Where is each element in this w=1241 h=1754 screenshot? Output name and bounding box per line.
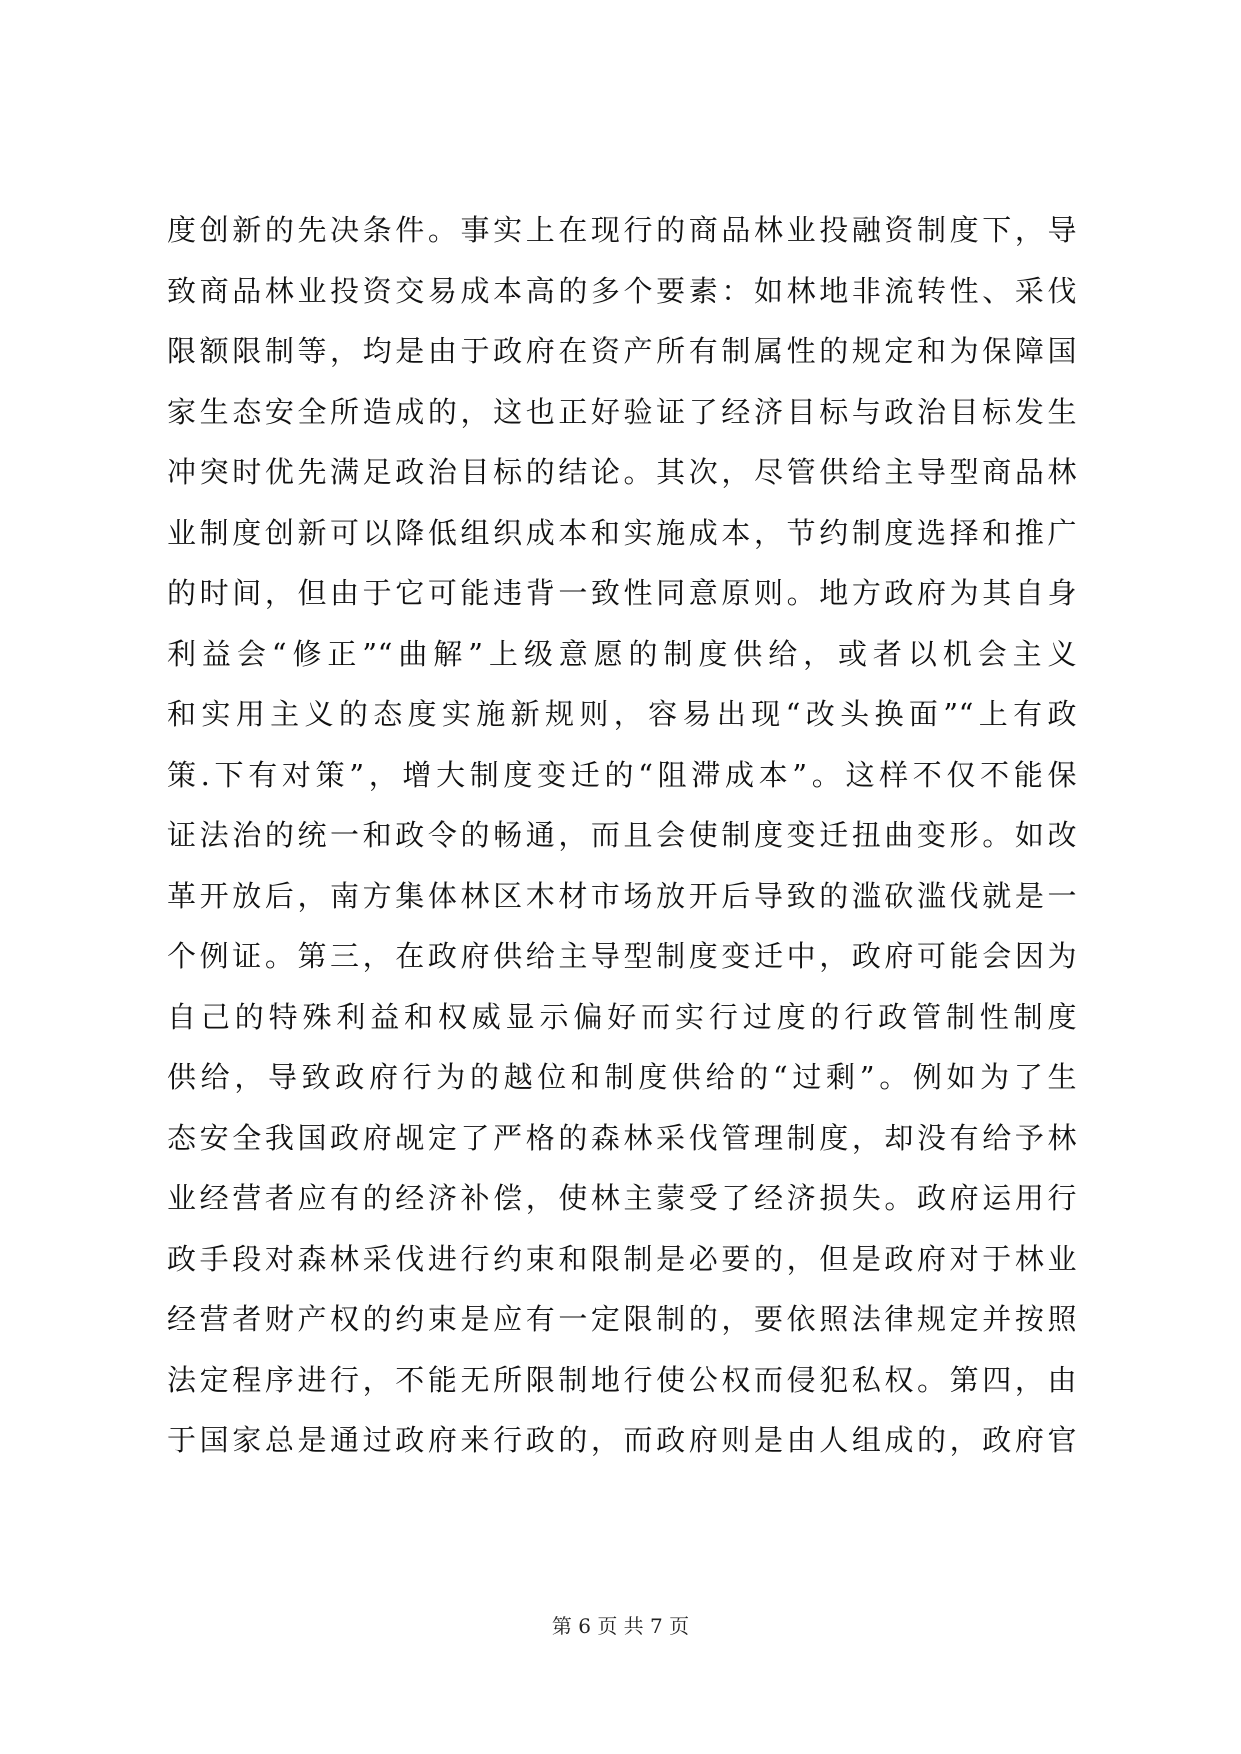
text-line: 家生态安全所造成的，这也正好验证了经济目标与政治目标发生 <box>167 394 1077 429</box>
text-line: 供给，导致政府行为的越位和制度供给的“过剩”。例如为了生 <box>167 1060 1077 1094</box>
text-line: 度创新的先决条件。事实上在现行的商品林业投融资制度下，导 <box>167 213 1077 247</box>
text-line: 限额限制等，均是由于政府在资产所有制属性的规定和为保障国 <box>167 334 1077 368</box>
text-line: 法定程序进行，不能无所限制地行使公权而侵犯私权。第四，由 <box>167 1362 1077 1397</box>
text-line: 经营者财产权的约束是应有一定限制的，要依照法律规定并按照 <box>167 1302 1077 1336</box>
body-text <box>167 200 1077 1471</box>
text-line: 致商品林业投资交易成本高的多个要素：如林地非流转性、采伐 <box>167 273 1077 308</box>
text-line: 利益会“修正”“曲解”上级意愿的制度供给，或者以机会主义 <box>167 636 1077 671</box>
text-line: 业经营者应有的经济补偿，使林主蒙受了经济损失。政府运用行 <box>167 1181 1077 1215</box>
text-line: 的时间，但由于它可能违背一致性同意原则。地方政府为其自身 <box>167 576 1077 610</box>
text-line: 自己的特殊利益和权威显示偏好而实行过度的行政管制性制度 <box>167 999 1077 1034</box>
text-line: 态安全我国政府觇定了严格的森林采伐管理制度，却没有给予林 <box>167 1120 1077 1155</box>
text-line: 证法治的统一和政令的畅通，而且会使制度变迁扭曲变形。如改 <box>167 818 1077 852</box>
text-line: 和实用主义的态度实施新规则，容易出现“改头换面”“上有政 <box>167 697 1077 731</box>
text-line: 革开放后，南方集体林区木材市场放开后导致的滥砍滥伐就是一 <box>167 878 1077 913</box>
text-line: 策.下有对策”，增大制度变迁的“阻滞成本”。这样不仅不能保 <box>167 757 1077 792</box>
text-line: 政手段对森林采伐进行约束和限制是必要的，但是政府对于林业 <box>167 1241 1077 1276</box>
page-number-footer: 第 6 页 共 7 页 <box>551 1614 690 1638</box>
text-line: 个例证。第三，在政府供给主导型制度变迁中，政府可能会因为 <box>167 939 1077 973</box>
text-line: 冲突时优先满足政治目标的结论。其次，尽管供给主导型商品林 <box>167 455 1077 489</box>
text-line: 于国家总是通过政府来行政的，而政府则是由人组成的，政府官 <box>167 1423 1077 1457</box>
text-line: 业制度创新可以降低组织成本和实施成本，节约制度选择和推广 <box>167 515 1077 550</box>
